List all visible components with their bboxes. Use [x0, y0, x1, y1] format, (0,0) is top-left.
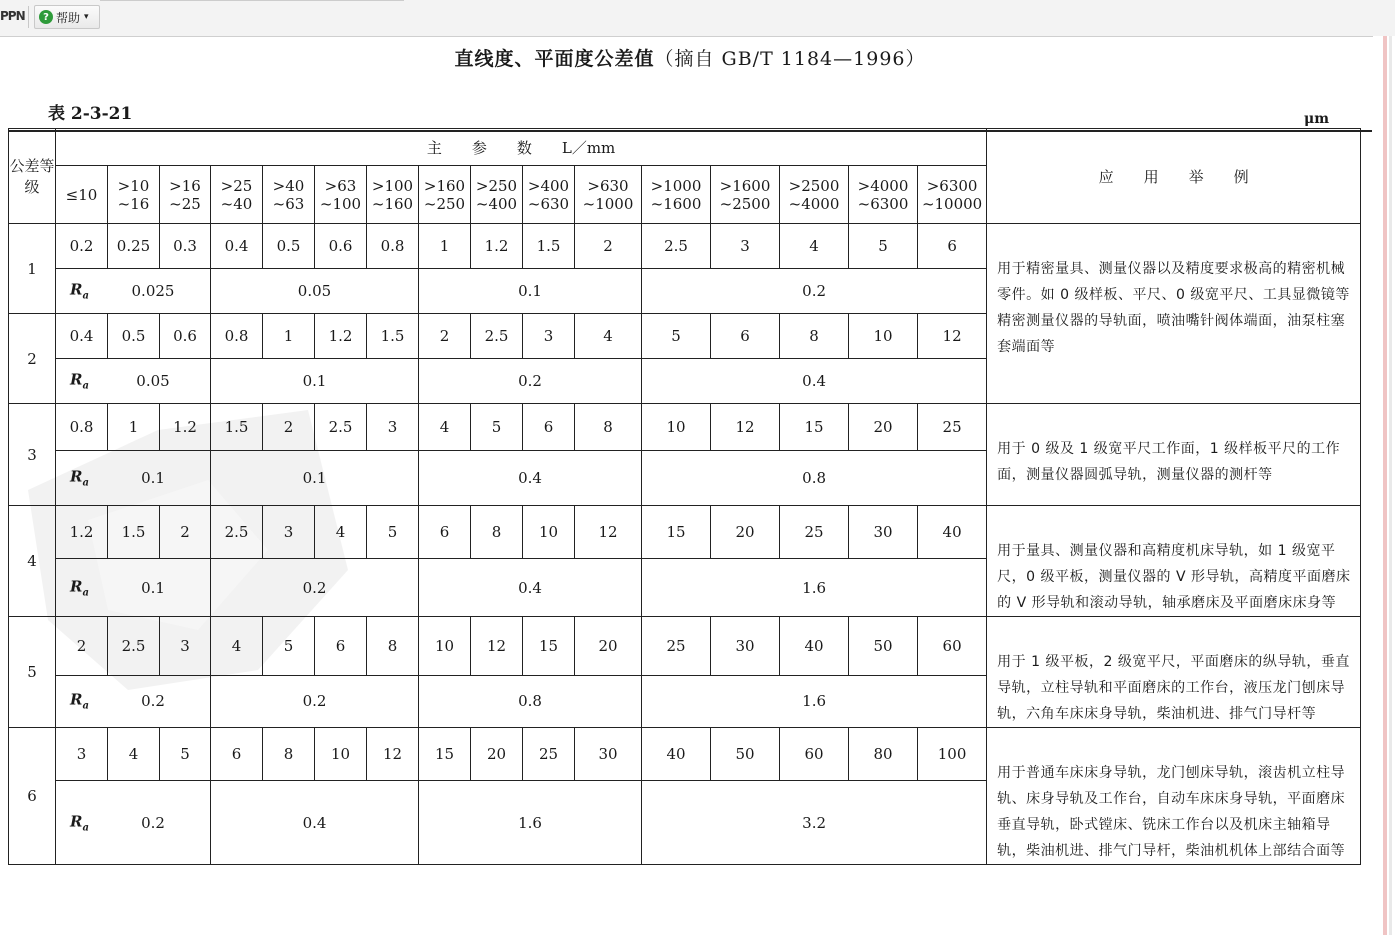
tolerance-value: 1: [419, 224, 471, 269]
ra-value: [642, 269, 987, 314]
ra-number: 0.1: [518, 282, 542, 300]
ra-number: 0.4: [518, 578, 542, 597]
tolerance-value: 0.25: [108, 224, 160, 269]
tolerance-value: 4: [575, 314, 642, 359]
document-title: [0, 44, 1380, 71]
tolerance-value: 2: [160, 506, 211, 559]
ra-symbol: R: [70, 690, 83, 709]
grade-row: [9, 506, 1361, 559]
ra-symbol: R: [70, 467, 83, 486]
tolerance-value: 15: [523, 617, 575, 676]
tolerance-value: 10: [523, 506, 575, 559]
range-lower: >400: [527, 176, 570, 195]
ra-subscript: a: [82, 587, 89, 599]
tolerance-value: 3: [160, 617, 211, 676]
tolerance-value: 40: [642, 728, 711, 781]
tolerance-value: 100: [918, 728, 987, 781]
ra-value: [419, 269, 642, 314]
ra-value: [56, 451, 211, 506]
tolerance-value: 60: [918, 617, 987, 676]
help-button[interactable]: [34, 5, 100, 29]
range-lower: >63: [324, 176, 357, 195]
grade-row: [9, 404, 1361, 451]
range-header: [108, 166, 160, 224]
ra-number: 1.6: [518, 813, 542, 832]
tolerance-value: 1.2: [315, 314, 367, 359]
range-upper: ~16: [117, 194, 150, 213]
ra-number: 1.6: [802, 692, 827, 711]
range-upper: ~1600: [650, 194, 702, 213]
tolerance-value: 3: [56, 728, 108, 781]
ra-subscript: a: [82, 477, 89, 489]
tolerance-value: 25: [642, 617, 711, 676]
tolerance-value: 1.2: [471, 224, 523, 269]
ra-value: [56, 675, 211, 727]
tolerance-value: 40: [918, 506, 987, 559]
ra-subscript: a: [82, 822, 89, 834]
tolerance-value: 3: [523, 314, 575, 359]
tolerance-value: 25: [918, 404, 987, 451]
range-upper: ~2500: [719, 194, 771, 213]
grade-cell: 4: [9, 506, 56, 617]
ra-number: 0.1: [141, 469, 165, 487]
ra-label: [70, 468, 89, 489]
tolerance-value: 6: [315, 617, 367, 676]
range-lower: >630: [587, 176, 629, 195]
range-header: [160, 166, 211, 224]
tolerance-value: 4: [211, 617, 263, 676]
tolerance-value: 30: [575, 728, 642, 781]
tolerance-value: 2: [575, 224, 642, 269]
range-header: [471, 166, 523, 224]
application-text: 用于量具、测量仪器和高精度机床导轨，如 1 级宽平尺，0 级平板，测量仪器的 V 形导轨，高精度平面磨床的 V 形导轨和滚动导轨，轴承磨床及平面磨床床身等: [987, 506, 1361, 617]
range-header: [419, 166, 471, 224]
ra-label: [70, 281, 89, 302]
unit-label: μm: [1304, 111, 1330, 127]
tolerance-value: 12: [711, 404, 780, 451]
tolerance-value: 12: [471, 617, 523, 676]
table-number: 表 2-3-21: [48, 104, 133, 124]
ra-label: [70, 371, 89, 392]
tolerance-value: 8: [575, 404, 642, 451]
range-upper: ~6300: [857, 194, 909, 213]
tolerance-value: 0.8: [56, 404, 108, 451]
application-text: 用于 1 级平板，2 级宽平尺，平面磨床的纵导轨，垂直导轨，立柱导轨和平面磨床的工作台，液压龙门刨床导轨，六角车床床身导轨，柴油机进、排气门导杆等: [987, 617, 1361, 728]
ra-number: 0.025: [131, 282, 175, 300]
grade-cell: 6: [9, 728, 56, 865]
ra-value: [211, 451, 419, 506]
tolerance-value: 0.3: [160, 224, 211, 269]
range-lower: >250: [475, 176, 518, 195]
tolerance-value: 2: [56, 617, 108, 676]
range-upper: ~40: [220, 194, 253, 213]
range-lower: >160: [423, 176, 466, 195]
tolerance-value: 6: [211, 728, 263, 781]
ra-label: [70, 577, 89, 598]
tolerance-value: 5: [849, 224, 918, 269]
tolerance-value: 3: [367, 404, 419, 451]
toolbar-top-line: [100, 0, 404, 1]
grade-row: [9, 617, 1361, 676]
tolerance-value: 2.5: [642, 224, 711, 269]
range-lower: >4000: [857, 176, 909, 195]
tolerance-value: 8: [367, 617, 419, 676]
range-lower: >2500: [788, 176, 840, 195]
range-upper: ~10000: [921, 194, 983, 213]
title-source: （摘自 GB/T 1184—1996）: [654, 48, 926, 70]
grade-row: [9, 728, 1361, 781]
tolerance-value: 20: [471, 728, 523, 781]
tolerance-value: 8: [780, 314, 849, 359]
range-header: [575, 166, 642, 224]
tolerance-value: 10: [642, 404, 711, 451]
tolerance-value: 8: [471, 506, 523, 559]
tolerance-value: 6: [419, 506, 471, 559]
ra-value: [211, 559, 419, 617]
tolerance-value: 4: [108, 728, 160, 781]
application-header: 应 用 举 例: [987, 129, 1361, 224]
ra-number: 0.1: [302, 372, 327, 390]
ra-value: [642, 675, 987, 727]
tolerance-value: 2.5: [108, 617, 160, 676]
tolerance-value: 1.2: [56, 506, 108, 559]
ra-value: [56, 359, 211, 404]
app-logo: PPN: [0, 9, 25, 23]
grade-cell: 2: [9, 314, 56, 404]
range-upper: ~25: [169, 194, 201, 213]
param-header: 主 参 数 L／mm: [56, 129, 987, 166]
tolerance-value: 40: [780, 617, 849, 676]
scrollbar-edge: [1389, 36, 1392, 935]
ra-value: [419, 781, 642, 865]
ra-number: 0.1: [141, 578, 165, 597]
ra-number: 0.8: [518, 692, 542, 711]
tolerance-value: 0.2: [56, 224, 108, 269]
tolerance-value: 12: [367, 728, 419, 781]
ra-value: [642, 781, 987, 865]
tolerance-value: 4: [419, 404, 471, 451]
tolerance-value: 12: [918, 314, 987, 359]
application-text: 用于 0 级及 1 级宽平尺工作面，1 级样板平尺的工作面，测量仪器圆弧导轨，测量仪器的测杆等: [987, 404, 1361, 506]
ra-number: 0.2: [802, 282, 827, 300]
ra-number: 0.2: [302, 578, 327, 597]
tolerance-value: 0.6: [160, 314, 211, 359]
tolerance-value: 15: [419, 728, 471, 781]
tolerance-value: 3: [263, 506, 315, 559]
range-header: [367, 166, 419, 224]
ra-number: 0.8: [802, 469, 827, 487]
ra-number: 0.4: [802, 372, 827, 390]
range-header: [56, 166, 108, 224]
range-header: [523, 166, 575, 224]
ra-value: [419, 359, 642, 404]
tolerance-value: 4: [315, 506, 367, 559]
range-upper: ~63: [272, 194, 305, 213]
tolerance-value: 10: [419, 617, 471, 676]
ra-number: 0.2: [302, 692, 327, 711]
range-lower: >100: [371, 176, 414, 195]
range-upper: ~4000: [788, 194, 840, 213]
ra-value: [56, 269, 211, 314]
vertical-scrollbar[interactable]: [1373, 36, 1395, 935]
tolerance-value: 0.4: [56, 314, 108, 359]
tolerance-value: 4: [780, 224, 849, 269]
tolerance-value: 30: [849, 506, 918, 559]
grade-row: [9, 224, 1361, 269]
ra-value: [642, 451, 987, 506]
toolbar-separator: [28, 6, 29, 28]
tolerance-value: 5: [642, 314, 711, 359]
grade-header: 公差等级: [9, 129, 56, 224]
ra-number: 3.2: [802, 813, 827, 832]
help-button-label: 帮助: [56, 10, 81, 25]
tolerance-value: 60: [780, 728, 849, 781]
range-lower: >6300: [926, 176, 978, 195]
ra-value: [642, 359, 987, 404]
tolerance-value: 0.6: [315, 224, 367, 269]
range-header: [711, 166, 780, 224]
tolerance-value: 1: [108, 404, 160, 451]
tolerance-value: 30: [711, 617, 780, 676]
tolerance-value: 50: [711, 728, 780, 781]
grade-cell: 3: [9, 404, 56, 506]
tolerance-value: 2: [263, 404, 315, 451]
ra-subscript: a: [82, 700, 89, 712]
tolerance-value: 2: [419, 314, 471, 359]
ra-value: [56, 559, 211, 617]
range-lower: >1000: [650, 176, 702, 195]
range-header: [780, 166, 849, 224]
tolerance-value: 20: [575, 617, 642, 676]
range-header: [918, 166, 987, 224]
tolerance-table-area: [8, 128, 1372, 890]
header-row-1: [9, 129, 1361, 166]
tolerance-value: 20: [711, 506, 780, 559]
help-icon: ?: [39, 10, 53, 24]
tolerance-value: 6: [918, 224, 987, 269]
tolerance-value: 6: [711, 314, 780, 359]
ra-number: 0.2: [141, 692, 165, 711]
title-main: 直线度、平面度公差值: [454, 48, 655, 70]
range-lower: >25: [220, 176, 253, 195]
tolerance-value: 1.5: [211, 404, 263, 451]
ra-value: [211, 269, 419, 314]
tolerance-value: 50: [849, 617, 918, 676]
toolbar: [0, 0, 1395, 37]
grade-cell: 5: [9, 617, 56, 728]
tolerance-value: 10: [849, 314, 918, 359]
ra-value: [419, 451, 642, 506]
range-lower: >16: [169, 176, 201, 195]
ra-number: 1.6: [802, 578, 827, 597]
tolerance-value: 0.8: [211, 314, 263, 359]
tolerance-value: 5: [263, 617, 315, 676]
ra-symbol: R: [70, 370, 83, 389]
tolerance-value: 5: [160, 728, 211, 781]
tolerance-value: 2.5: [315, 404, 367, 451]
range-upper: ~400: [475, 194, 518, 213]
tolerance-value: 25: [523, 728, 575, 781]
ra-number: 0.4: [302, 813, 327, 832]
range-upper: ~100: [319, 194, 362, 213]
ra-label: [70, 812, 89, 833]
application-text: 用于普通车床床身导轨，龙门刨床导轨，滚齿机立柱导轨、床身导轨及工作台，自动车床床身导轨，平面磨床垂直导轨，卧式镗床、铣床工作台以及机床主轴箱导轨，柴油机进、排气门导杆，柴油机机体上部结合面等: [987, 728, 1361, 865]
ra-symbol: R: [70, 812, 83, 831]
ra-value: [211, 359, 419, 404]
tolerance-value: 15: [642, 506, 711, 559]
range-header: [315, 166, 367, 224]
ra-number: 0.2: [141, 813, 165, 832]
range-upper: ~160: [371, 194, 414, 213]
grade-cell: 1: [9, 224, 56, 314]
range-header: [263, 166, 315, 224]
ra-value: [56, 781, 211, 865]
tolerance-value: 2.5: [471, 314, 523, 359]
tolerance-value: 5: [367, 506, 419, 559]
ra-label: [70, 691, 89, 712]
range-header: [642, 166, 711, 224]
ra-value: [211, 675, 419, 727]
ra-value: [211, 781, 419, 865]
ra-number: 0.05: [297, 282, 332, 300]
ra-number: 0.2: [518, 372, 542, 390]
tolerance-value: 1.5: [108, 506, 160, 559]
tolerance-value: 25: [780, 506, 849, 559]
range-lower: >40: [272, 176, 305, 195]
tolerance-value: 10: [315, 728, 367, 781]
tolerance-value: 1.5: [367, 314, 419, 359]
range-lower: >10: [117, 176, 150, 195]
ra-number: 0.1: [302, 469, 327, 487]
range-header: [849, 166, 918, 224]
tolerance-value: 20: [849, 404, 918, 451]
ra-subscript: a: [82, 380, 89, 392]
tolerance-value: 12: [575, 506, 642, 559]
tolerance-value: 0.5: [108, 314, 160, 359]
tolerance-value: 1.2: [160, 404, 211, 451]
tolerance-table: [8, 128, 1361, 865]
tolerance-value: 1: [263, 314, 315, 359]
ra-number: 0.05: [136, 372, 170, 390]
scrollbar-track: [1383, 36, 1387, 935]
tolerance-value: 0.4: [211, 224, 263, 269]
tolerance-value: 8: [263, 728, 315, 781]
tolerance-value: 15: [780, 404, 849, 451]
ra-value: [419, 559, 642, 617]
tolerance-value: 6: [523, 404, 575, 451]
range-lower: ≤10: [65, 185, 98, 204]
range-upper: ~630: [527, 194, 570, 213]
tolerance-value: 2.5: [211, 506, 263, 559]
tolerance-value: 0.8: [367, 224, 419, 269]
tolerance-value: 1.5: [523, 224, 575, 269]
range-upper: ~250: [423, 194, 466, 213]
tolerance-value: 0.5: [263, 224, 315, 269]
application-text: 用于精密量具、测量仪器以及精度要求极高的精密机械零件。如 0 级样板、平尺、0 级宽平尺、工具显微镜等精密测量仪器的导轨面，喷油嘴针阀体端面，油泵柱塞套端面等: [987, 224, 1361, 404]
ra-value: [642, 559, 987, 617]
ra-number: 0.4: [518, 469, 542, 487]
chevron-down-icon: ▾: [84, 12, 89, 22]
range-upper: ~1000: [582, 194, 634, 213]
ra-symbol: R: [70, 280, 83, 299]
tolerance-value: 80: [849, 728, 918, 781]
range-lower: >1600: [719, 176, 771, 195]
ra-value: [419, 675, 642, 727]
ra-subscript: a: [82, 290, 89, 302]
range-header: [211, 166, 263, 224]
tolerance-value: 5: [471, 404, 523, 451]
tolerance-value: 3: [711, 224, 780, 269]
ra-symbol: R: [70, 577, 83, 596]
